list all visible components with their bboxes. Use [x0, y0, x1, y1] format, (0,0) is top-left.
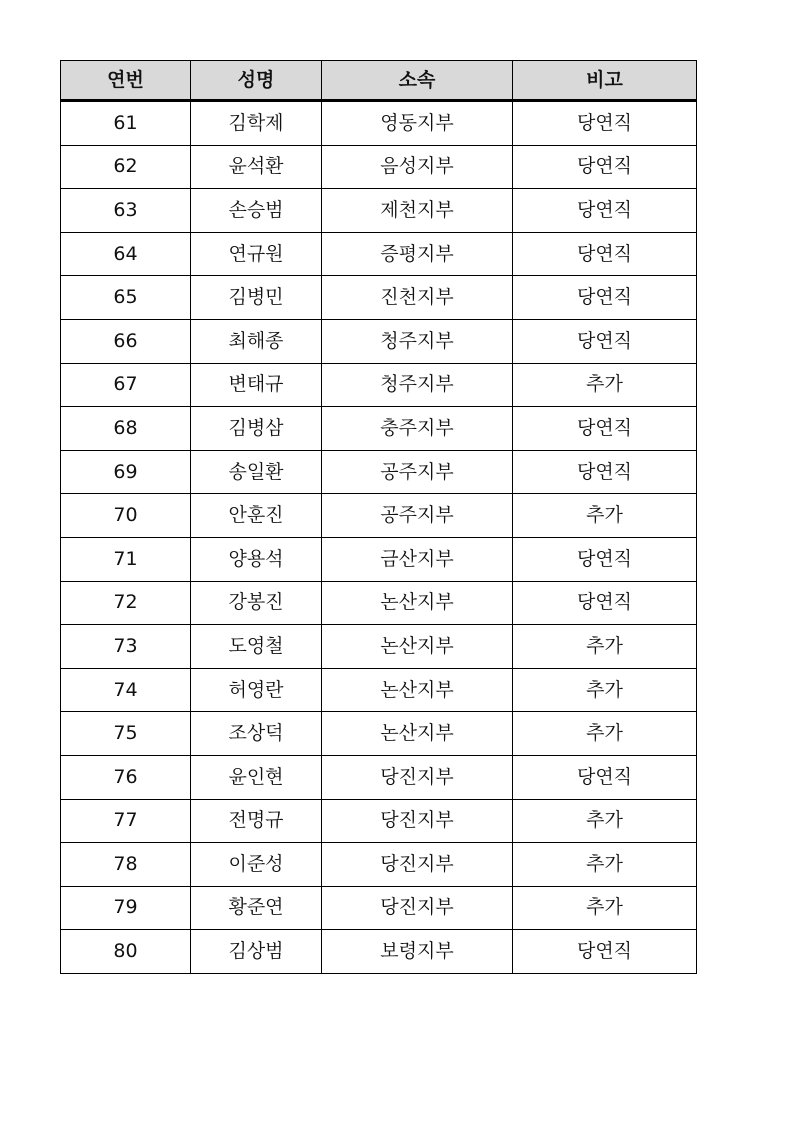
cell-affiliation: 영동지부 — [322, 101, 513, 146]
table-row — [61, 450, 697, 494]
table-row — [61, 843, 697, 887]
header-name: 성명 — [191, 61, 322, 101]
table-row — [61, 276, 697, 320]
cell-name: 안훈진 — [191, 494, 322, 538]
header-number: 연번 — [61, 61, 191, 101]
cell-remarks: 당연직 — [513, 581, 697, 625]
cell-affiliation: 당진지부 — [322, 886, 513, 930]
cell-name: 김병민 — [191, 276, 322, 320]
cell-affiliation: 청주지부 — [322, 363, 513, 407]
cell-name: 김학제 — [191, 101, 322, 146]
cell-affiliation: 당진지부 — [322, 843, 513, 887]
cell-affiliation: 청주지부 — [322, 319, 513, 363]
table-row — [61, 712, 697, 756]
cell-number: 80 — [61, 930, 191, 974]
cell-remarks: 당연직 — [513, 930, 697, 974]
cell-remarks: 당연직 — [513, 537, 697, 581]
cell-affiliation: 공주지부 — [322, 494, 513, 538]
member-table — [60, 60, 697, 974]
cell-remarks: 당연직 — [513, 276, 697, 320]
cell-name: 윤석환 — [191, 145, 322, 189]
cell-remarks: 당연직 — [513, 450, 697, 494]
cell-affiliation: 증평지부 — [322, 232, 513, 276]
cell-remarks: 추가 — [513, 625, 697, 669]
table-row — [61, 407, 697, 451]
cell-remarks: 추가 — [513, 712, 697, 756]
cell-remarks: 당연직 — [513, 232, 697, 276]
cell-affiliation: 논산지부 — [322, 712, 513, 756]
cell-affiliation: 충주지부 — [322, 407, 513, 451]
table-row — [61, 930, 697, 974]
cell-name: 도영철 — [191, 625, 322, 669]
cell-name: 윤인현 — [191, 755, 322, 799]
cell-number: 63 — [61, 189, 191, 233]
cell-affiliation: 공주지부 — [322, 450, 513, 494]
cell-name: 김상범 — [191, 930, 322, 974]
cell-number: 66 — [61, 319, 191, 363]
cell-number: 61 — [61, 101, 191, 146]
table-row — [61, 625, 697, 669]
cell-remarks: 추가 — [513, 363, 697, 407]
cell-number: 75 — [61, 712, 191, 756]
table-row — [61, 101, 697, 146]
cell-remarks: 당연직 — [513, 101, 697, 146]
cell-remarks: 당연직 — [513, 407, 697, 451]
cell-number: 69 — [61, 450, 191, 494]
document-page — [60, 60, 696, 974]
cell-name: 이준성 — [191, 843, 322, 887]
cell-number: 68 — [61, 407, 191, 451]
cell-affiliation: 음성지부 — [322, 145, 513, 189]
cell-number: 62 — [61, 145, 191, 189]
cell-number: 71 — [61, 537, 191, 581]
cell-name: 최해종 — [191, 319, 322, 363]
cell-affiliation: 논산지부 — [322, 625, 513, 669]
cell-affiliation: 제천지부 — [322, 189, 513, 233]
table-row — [61, 145, 697, 189]
table-row — [61, 232, 697, 276]
cell-remarks: 추가 — [513, 494, 697, 538]
table-row — [61, 755, 697, 799]
cell-affiliation: 당진지부 — [322, 799, 513, 843]
cell-name: 양용석 — [191, 537, 322, 581]
header-row — [61, 61, 697, 101]
cell-affiliation: 논산지부 — [322, 668, 513, 712]
cell-remarks: 당연직 — [513, 755, 697, 799]
cell-name: 조상덕 — [191, 712, 322, 756]
cell-number: 74 — [61, 668, 191, 712]
cell-number: 64 — [61, 232, 191, 276]
cell-affiliation: 당진지부 — [322, 755, 513, 799]
cell-name: 연규원 — [191, 232, 322, 276]
header-affiliation: 소속 — [322, 61, 513, 101]
cell-name: 변태규 — [191, 363, 322, 407]
cell-number: 72 — [61, 581, 191, 625]
cell-remarks: 추가 — [513, 668, 697, 712]
cell-name: 손승범 — [191, 189, 322, 233]
cell-name: 강봉진 — [191, 581, 322, 625]
cell-affiliation: 논산지부 — [322, 581, 513, 625]
table-row — [61, 494, 697, 538]
cell-affiliation: 진천지부 — [322, 276, 513, 320]
cell-number: 65 — [61, 276, 191, 320]
table-row — [61, 886, 697, 930]
cell-remarks: 추가 — [513, 799, 697, 843]
table-row — [61, 581, 697, 625]
cell-number: 70 — [61, 494, 191, 538]
header-remarks: 비고 — [513, 61, 697, 101]
cell-number: 67 — [61, 363, 191, 407]
table-row — [61, 668, 697, 712]
cell-remarks: 추가 — [513, 886, 697, 930]
table-row — [61, 537, 697, 581]
table-body — [61, 101, 697, 974]
cell-remarks: 당연직 — [513, 319, 697, 363]
table-header — [61, 61, 697, 101]
cell-name: 송일환 — [191, 450, 322, 494]
cell-name: 전명규 — [191, 799, 322, 843]
cell-name: 황준연 — [191, 886, 322, 930]
cell-name: 김병삼 — [191, 407, 322, 451]
cell-number: 78 — [61, 843, 191, 887]
cell-number: 73 — [61, 625, 191, 669]
cell-number: 79 — [61, 886, 191, 930]
table-row — [61, 189, 697, 233]
table-row — [61, 799, 697, 843]
cell-affiliation: 보령지부 — [322, 930, 513, 974]
table-row — [61, 319, 697, 363]
cell-name: 허영란 — [191, 668, 322, 712]
table-row — [61, 363, 697, 407]
cell-number: 76 — [61, 755, 191, 799]
cell-remarks: 당연직 — [513, 145, 697, 189]
cell-number: 77 — [61, 799, 191, 843]
cell-remarks: 추가 — [513, 843, 697, 887]
cell-affiliation: 금산지부 — [322, 537, 513, 581]
cell-remarks: 당연직 — [513, 189, 697, 233]
